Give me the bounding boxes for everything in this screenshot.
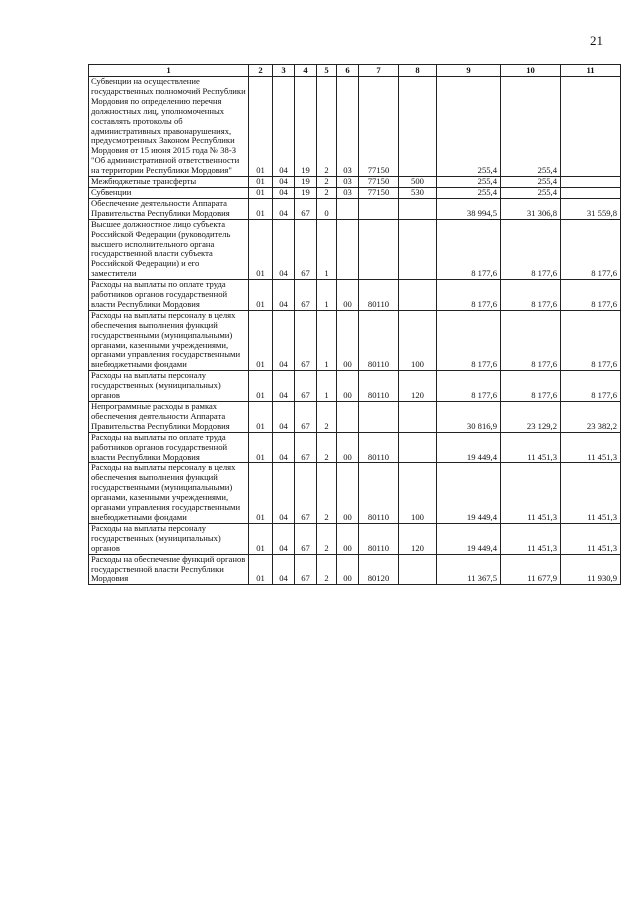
table-row (89, 77, 621, 177)
column-header: 10 (501, 65, 561, 77)
cell-c6: 00 (337, 554, 359, 585)
cell-c8: 100 (399, 310, 437, 370)
cell-c2: 01 (249, 554, 273, 585)
row-name: Расходы на выплаты персоналу государственных (муниципальных) органов (89, 371, 249, 402)
cell-c5: 1 (317, 371, 337, 402)
table-row (89, 177, 621, 188)
cell-c8 (399, 198, 437, 219)
cell-c6: 00 (337, 310, 359, 370)
cell-c4: 19 (295, 177, 317, 188)
cell-c6: 00 (337, 523, 359, 554)
cell-c7: 77150 (359, 177, 399, 188)
cell-c5: 2 (317, 177, 337, 188)
column-header: 2 (249, 65, 273, 77)
cell-c2: 01 (249, 432, 273, 463)
row-name: Расходы на обеспечение функций органов государственной власти Республики Мордовия (89, 554, 249, 585)
cell-c9: 255,4 (437, 187, 501, 198)
cell-c11: 8 177,6 (561, 371, 621, 402)
column-header: 4 (295, 65, 317, 77)
cell-c9: 255,4 (437, 77, 501, 177)
cell-c7 (359, 198, 399, 219)
cell-c10: 8 177,6 (501, 310, 561, 370)
cell-c9: 38 994,5 (437, 198, 501, 219)
cell-c3: 04 (273, 280, 295, 311)
cell-c6 (337, 198, 359, 219)
table-row (89, 463, 621, 523)
cell-c7: 80110 (359, 432, 399, 463)
row-name: Расходы на выплаты по оплате труда работников органов государственной власти Республики Мордовия (89, 432, 249, 463)
cell-c8 (399, 219, 437, 279)
cell-c8 (399, 432, 437, 463)
cell-c11 (561, 77, 621, 177)
cell-c11 (561, 187, 621, 198)
cell-c8: 530 (399, 187, 437, 198)
cell-c4: 67 (295, 554, 317, 585)
cell-c4: 67 (295, 198, 317, 219)
cell-c11: 23 382,2 (561, 402, 621, 433)
cell-c2: 01 (249, 523, 273, 554)
cell-c3: 04 (273, 432, 295, 463)
cell-c9: 30 816,9 (437, 402, 501, 433)
cell-c8: 500 (399, 177, 437, 188)
cell-c8: 100 (399, 463, 437, 523)
cell-c7: 77150 (359, 77, 399, 177)
cell-c4: 19 (295, 77, 317, 177)
cell-c5: 2 (317, 77, 337, 177)
cell-c3: 04 (273, 198, 295, 219)
cell-c10: 11 677,9 (501, 554, 561, 585)
row-name: Обеспечение деятельности Аппарата Правительства Республики Мордовия (89, 198, 249, 219)
cell-c10: 11 451,3 (501, 463, 561, 523)
cell-c7: 77150 (359, 187, 399, 198)
cell-c9: 19 449,4 (437, 432, 501, 463)
row-name: Субвенции на осуществление государственных полномочий Республики Мордовия по определению перечня должностных лиц, уполномоченных составлять протоколы об административных правонарушениях, предусмотренных Законом Республики Мордовия от 15 июня 2015 года № 38-З "Об административной ответственности на территории Республики Мордовия" (89, 77, 249, 177)
cell-c5: 2 (317, 463, 337, 523)
cell-c5: 2 (317, 402, 337, 433)
cell-c6: 03 (337, 77, 359, 177)
cell-c7: 80110 (359, 371, 399, 402)
cell-c4: 67 (295, 523, 317, 554)
cell-c3: 04 (273, 219, 295, 279)
cell-c6: 03 (337, 187, 359, 198)
table-row (89, 219, 621, 279)
cell-c7: 80110 (359, 463, 399, 523)
table-row (89, 402, 621, 433)
cell-c6: 00 (337, 432, 359, 463)
cell-c7: 80110 (359, 523, 399, 554)
cell-c2: 01 (249, 77, 273, 177)
cell-c11: 8 177,6 (561, 310, 621, 370)
cell-c8 (399, 402, 437, 433)
cell-c8 (399, 554, 437, 585)
cell-c10: 8 177,6 (501, 280, 561, 311)
cell-c2: 01 (249, 187, 273, 198)
cell-c3: 04 (273, 554, 295, 585)
row-name: Непрограммные расходы в рамках обеспечения деятельности Аппарата Правительства Республики Мордовия (89, 402, 249, 433)
row-name: Расходы на выплаты персоналу в целях обеспечения выполнения функций государственными (муниципальными) органами, казенными учреждениями, органами управления государственными внебюджетными фондами (89, 310, 249, 370)
cell-c9: 8 177,6 (437, 310, 501, 370)
cell-c8 (399, 77, 437, 177)
cell-c9: 255,4 (437, 177, 501, 188)
cell-c5: 0 (317, 198, 337, 219)
cell-c11: 11 451,3 (561, 523, 621, 554)
cell-c7 (359, 219, 399, 279)
cell-c10: 255,4 (501, 187, 561, 198)
cell-c6: 00 (337, 463, 359, 523)
cell-c3: 04 (273, 187, 295, 198)
cell-c2: 01 (249, 463, 273, 523)
cell-c3: 04 (273, 523, 295, 554)
row-name: Межбюджетные трансферты (89, 177, 249, 188)
cell-c11: 31 559,8 (561, 198, 621, 219)
column-header: 1 (89, 65, 249, 77)
cell-c4: 19 (295, 187, 317, 198)
table-row (89, 187, 621, 198)
cell-c2: 01 (249, 198, 273, 219)
cell-c2: 01 (249, 371, 273, 402)
table-row (89, 310, 621, 370)
cell-c11: 8 177,6 (561, 280, 621, 311)
page-number: 21 (590, 33, 603, 48)
cell-c10: 8 177,6 (501, 371, 561, 402)
cell-c11: 11 451,3 (561, 463, 621, 523)
column-header: 6 (337, 65, 359, 77)
cell-c2: 01 (249, 280, 273, 311)
table-row (89, 371, 621, 402)
cell-c6 (337, 219, 359, 279)
cell-c5: 2 (317, 432, 337, 463)
cell-c5: 2 (317, 187, 337, 198)
cell-c10: 255,4 (501, 77, 561, 177)
cell-c11 (561, 177, 621, 188)
column-header: 11 (561, 65, 621, 77)
cell-c8: 120 (399, 371, 437, 402)
column-header: 9 (437, 65, 501, 77)
row-name: Расходы на выплаты персоналу государственных (муниципальных) органов (89, 523, 249, 554)
row-name: Субвенции (89, 187, 249, 198)
column-header: 8 (399, 65, 437, 77)
budget-table (88, 64, 621, 585)
table-body (89, 77, 621, 585)
cell-c2: 01 (249, 402, 273, 433)
row-name: Расходы на выплаты по оплате труда работников органов государственной власти Республики Мордовия (89, 280, 249, 311)
table-row (89, 280, 621, 311)
cell-c5: 2 (317, 523, 337, 554)
cell-c5: 1 (317, 310, 337, 370)
cell-c9: 8 177,6 (437, 280, 501, 311)
cell-c11: 11 451,3 (561, 432, 621, 463)
cell-c4: 67 (295, 432, 317, 463)
cell-c6 (337, 402, 359, 433)
cell-c4: 67 (295, 219, 317, 279)
cell-c10: 23 129,2 (501, 402, 561, 433)
cell-c9: 8 177,6 (437, 371, 501, 402)
table-row (89, 432, 621, 463)
cell-c7 (359, 402, 399, 433)
cell-c2: 01 (249, 310, 273, 370)
table-header-row (89, 65, 621, 77)
cell-c10: 11 451,3 (501, 432, 561, 463)
cell-c4: 67 (295, 280, 317, 311)
column-header: 7 (359, 65, 399, 77)
cell-c5: 1 (317, 219, 337, 279)
cell-c9: 19 449,4 (437, 463, 501, 523)
cell-c10: 11 451,3 (501, 523, 561, 554)
cell-c11: 11 930,9 (561, 554, 621, 585)
cell-c10: 255,4 (501, 177, 561, 188)
cell-c4: 67 (295, 310, 317, 370)
cell-c9: 11 367,5 (437, 554, 501, 585)
cell-c3: 04 (273, 310, 295, 370)
table-row (89, 523, 621, 554)
cell-c5: 1 (317, 280, 337, 311)
cell-c2: 01 (249, 219, 273, 279)
cell-c4: 67 (295, 371, 317, 402)
row-name: Высшее должностное лицо субъекта Российской Федерации (руководитель высшего исполнительного органа государственной власти субъекта Российской Федерации) и его заместители (89, 219, 249, 279)
table-row (89, 554, 621, 585)
column-header: 3 (273, 65, 295, 77)
cell-c2: 01 (249, 177, 273, 188)
cell-c3: 04 (273, 463, 295, 523)
cell-c7: 80110 (359, 310, 399, 370)
cell-c10: 31 306,8 (501, 198, 561, 219)
cell-c3: 04 (273, 177, 295, 188)
cell-c3: 04 (273, 77, 295, 177)
cell-c3: 04 (273, 371, 295, 402)
cell-c8 (399, 280, 437, 311)
cell-c10: 8 177,6 (501, 219, 561, 279)
cell-c4: 67 (295, 402, 317, 433)
cell-c3: 04 (273, 402, 295, 433)
cell-c11: 8 177,6 (561, 219, 621, 279)
cell-c9: 8 177,6 (437, 219, 501, 279)
column-header: 5 (317, 65, 337, 77)
cell-c7: 80120 (359, 554, 399, 585)
table-row (89, 198, 621, 219)
cell-c9: 19 449,4 (437, 523, 501, 554)
cell-c8: 120 (399, 523, 437, 554)
row-name: Расходы на выплаты персоналу в целях обеспечения выполнения функций государственными (муниципальными) органами, казенными учреждениями, органами управления государственными внебюджетными фондами (89, 463, 249, 523)
cell-c6: 00 (337, 371, 359, 402)
cell-c7: 80110 (359, 280, 399, 311)
cell-c5: 2 (317, 554, 337, 585)
cell-c4: 67 (295, 463, 317, 523)
cell-c6: 03 (337, 177, 359, 188)
cell-c6: 00 (337, 280, 359, 311)
